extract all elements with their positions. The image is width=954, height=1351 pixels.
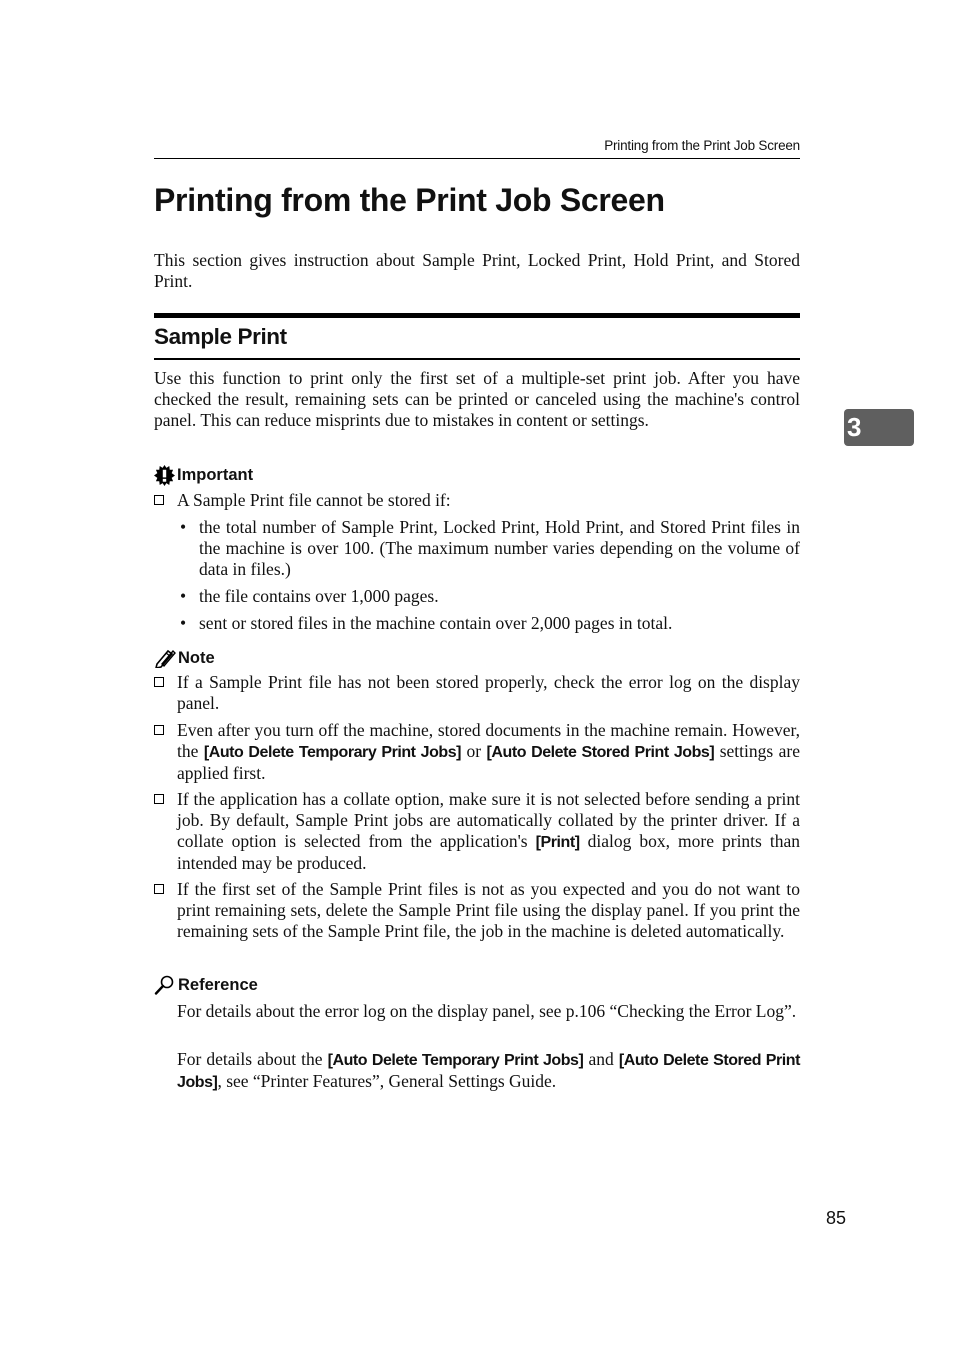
setting-key: [Auto Delete Temporary Print Jobs] [203,744,462,761]
chapter-tab [844,409,914,446]
section-rule-bottom [154,358,800,360]
header-rule [154,158,800,159]
setting-key: [Auto Delete Stored Print Jobs] [486,744,715,761]
note-item [154,789,800,874]
checkbox-icon [154,794,164,804]
list-item: • sent or stored files in the machine contain over 2,000 pages in total. [176,613,800,634]
important-icon [154,465,175,486]
section-rule-top [154,313,800,318]
note-item-text: Even after you turn off the machine, stored documents in the machine remain. However, the [Auto Delete Temporary Print Jobs] or [Auto Delete Stored Print Jobs] settings are applied first. [177,720,800,783]
note-item [154,879,800,942]
note-item-text: If the application has a collate option, make sure it is not selected before sending a print job. By default, Sample Print jobs are automatically collated by the printer driver. If a collate option is selected from the application's [Print] dialog box, more prints than intended may be produced. [177,789,800,873]
note-heading [154,648,215,668]
setting-key: [Print] [535,834,580,851]
reference-heading [154,975,258,995]
checkbox-icon [154,677,164,687]
important-label: Important [177,466,254,484]
section-body: Use this function to print only the first set of a multiple-set print job. After you have checked the result, remaining sets can be printed or canceled using the machine's control panel. This can reduce misprints due to mistakes in content or settings. [154,368,800,430]
important-item [154,490,800,511]
section-title: Sample Print [154,324,287,349]
note-item [154,672,800,714]
list-item: • the file contains over 1,000 pages. [176,586,800,607]
important-item-text: A Sample Print file cannot be stored if: [177,490,451,510]
reference-icon [154,975,176,995]
intro-paragraph: This section gives instruction about Sample Print, Locked Print, Hold Print, and Stored Print. [154,250,800,291]
reference-label: Reference [178,975,258,994]
bullet-text: the file contains over 1,000 pages. [199,586,439,606]
running-header: Printing from the Print Job Screen [604,138,800,153]
note-icon [154,648,176,668]
list-item: • the total number of Sample Print, Locked Print, Hold Print, and Stored Print files in the machine is over 100. (The maximum number varies depending on the volume of data in files.) [180,517,800,579]
reference-paragraph: For details about the error log on the display panel, see p.106 “Checking the Error Log”. [177,1001,797,1021]
checkbox-icon [154,725,164,735]
checkbox-icon [154,495,164,505]
note-item-text: If the first set of the Sample Print files is not as you expected and you do not want to print remaining sets, delete the Sample Print file using the display panel. If you print the remaining sets of the Sample Print file, the job in the machine is deleted automatically. [177,879,800,941]
bullet-text: the total number of Sample Print, Locked Print, Hold Print, and Stored Print files in the machine is over 100. (The maximum number varies depending on the volume of data in files.) [199,517,800,579]
setting-key: [Auto Delete Temporary Print Jobs] [327,1052,584,1069]
note-label: Note [178,648,215,667]
note-item [154,720,800,784]
setting-key: [Auto Delete Stored Print Jobs] [177,1052,800,1091]
chapter-number: 3 [847,412,862,442]
bullet-text: sent or stored files in the machine contain over 2,000 pages in total. [199,613,673,633]
important-heading [154,465,253,486]
note-item-text: If a Sample Print file has not been stored properly, check the error log on the display panel. [177,672,800,713]
checkbox-icon [154,884,164,894]
reference-paragraph: For details about the [Auto Delete Temporary Print Jobs] and [Auto Delete Stored Print Jobs], see “Printer Features”, General Settings Guide. [177,1049,800,1091]
page-title: Printing from the Print Job Screen [154,182,665,218]
page-number: 85 [825,1208,846,1228]
